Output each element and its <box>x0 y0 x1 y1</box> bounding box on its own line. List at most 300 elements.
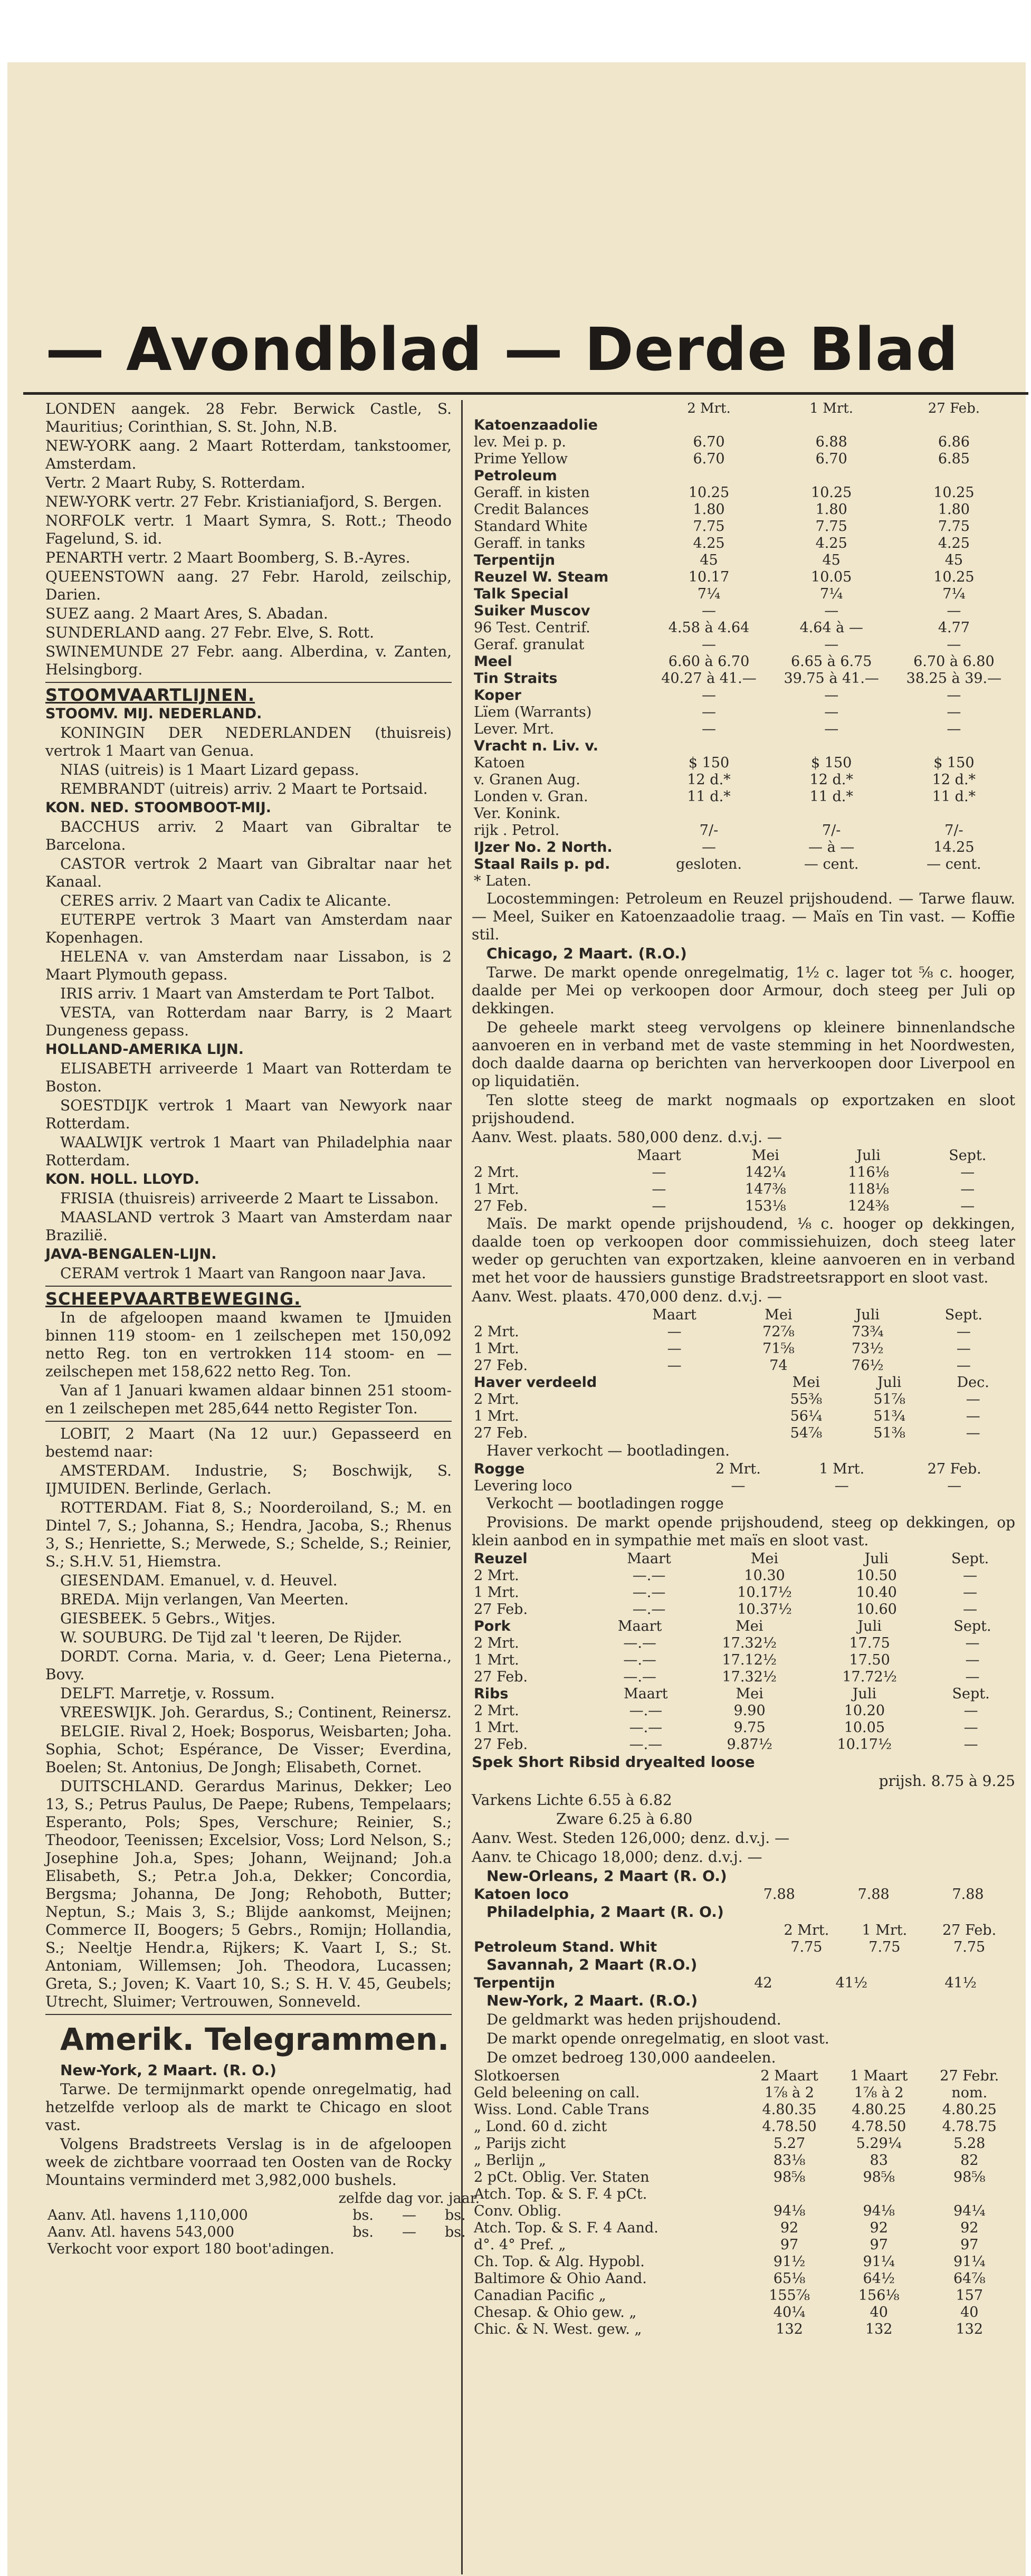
table-cell: Juli <box>857 1618 882 1634</box>
table-cell: — <box>956 1341 971 1357</box>
table-cell: — <box>652 1164 666 1181</box>
stock-table <box>472 2068 1015 2338</box>
table-row <box>472 620 1015 636</box>
paragraph: WAALWIJK vertrok 1 Maart van Philadelphia naar Rotterdam. <box>45 1134 452 1169</box>
table-row <box>472 1391 1015 1408</box>
table-cell: 83⅛ <box>773 2152 806 2169</box>
table-cell: — <box>834 1478 849 1494</box>
table-cell: Geld beleening on call. <box>474 2085 640 2101</box>
table-cell: 132 <box>956 2321 984 2337</box>
table-cell: 45 <box>700 552 718 568</box>
separator <box>45 1421 452 1422</box>
table-row <box>472 755 1015 772</box>
table-cell <box>647 468 770 484</box>
paragraph: IRIS arriv. 1 Maart van Amsterdam te Port Talbot. <box>60 985 435 1002</box>
table-cell: 98⅝ <box>953 2169 986 2185</box>
table-cell <box>893 805 1015 822</box>
table-cell: 27 Feb. <box>474 1736 528 1753</box>
table-cell: Standard White <box>474 518 588 535</box>
reuzel-table <box>472 1551 1015 1618</box>
table-cell: Juli <box>855 1307 880 1323</box>
aanvoer-chicago: Aanv. te Chicago 18,000; denz. d.v.j. — <box>472 1848 762 1866</box>
table-cell: 6.85 <box>938 451 970 467</box>
table-cell: 124⅜ <box>848 1198 889 1214</box>
table-row <box>472 721 1015 738</box>
table-cell: 7¼ <box>697 586 721 602</box>
separator <box>45 1286 452 1287</box>
table-cell: 17.32½ <box>722 1635 777 1651</box>
table-cell: 7¼ <box>942 586 966 602</box>
table-cell: 6.88 <box>815 434 847 450</box>
paragraph: LONDEN aangek. 28 Febr. Berwick Castle, S. Mauritius; Corinthian, S. St. John, N.B. <box>45 400 452 435</box>
table-cell <box>770 805 893 822</box>
table-cell: — <box>963 1567 978 1584</box>
table-cell: 4.25 <box>815 535 847 552</box>
table-cell: — <box>947 1478 962 1494</box>
table-cell: „ Berlijn „ <box>474 2152 546 2169</box>
paragraph: NEW-YORK aang. 2 Maart Rotterdam, tankstoomer, Amsterdam. <box>45 437 452 472</box>
table-cell: 5.29¼ <box>856 2135 902 2152</box>
paragraph: GIESENDAM. Emanuel, v. d. Heuvel. <box>60 1572 338 1589</box>
table-cell: Ch. Top. & Alg. Hypobl. <box>474 2254 645 2270</box>
table-row <box>472 738 1015 755</box>
table-cell: 73½ <box>852 1341 884 1357</box>
table-row <box>472 2085 1015 2102</box>
table-cell: — <box>960 1198 975 1214</box>
table-cell: Baltimore & Ohio Aand. <box>474 2270 647 2287</box>
table-cell: 1 Mrt. <box>819 1461 865 1477</box>
table-cell: — cent. <box>804 856 859 872</box>
table-cell: —.— <box>629 1719 663 1736</box>
khl-news <box>45 1190 452 1244</box>
table-cell: 155⅞ <box>769 2287 810 2304</box>
table-row <box>472 1408 1015 1425</box>
table-row <box>472 2152 1015 2169</box>
table-cell: 4.80.35 <box>762 2102 817 2118</box>
table-cell: — <box>966 1408 980 1424</box>
table-cell: —.— <box>623 1635 656 1651</box>
table-cell: — <box>965 1652 980 1668</box>
paragraph: BELGIE. Rival 2, Hoek; Bosporus, Weisbarten; Joha. Sophia, Schot; Espérance, De Visser; Everdina, Boelen; St. Antonius, De Jongh; Elisabeth, Cornet. <box>45 1723 452 1776</box>
table-cell: 147⅜ <box>744 1181 786 1197</box>
telegram-news <box>45 2080 452 2189</box>
table-row <box>472 1719 1015 1736</box>
table-cell: „ Lond. 60 d. zicht <box>474 2118 607 2135</box>
table-cell: — <box>702 687 716 704</box>
savannah-dateline: Savannah, 2 Maart (R.O.) <box>486 1956 698 1973</box>
table-row <box>472 1686 1015 1703</box>
paragraph: DORDT. Corna. Maria, v. d. Geer; Lena Pieterna., Bovy. <box>45 1648 452 1683</box>
table-cell: 45 <box>944 552 963 568</box>
table-row <box>472 2321 1015 2338</box>
table-cell: 4.78.50 <box>852 2118 906 2135</box>
table-cell: — <box>966 1425 980 1441</box>
table-row <box>472 1461 1015 1478</box>
table-cell: $ 150 <box>811 755 852 771</box>
table-row <box>472 1567 1015 1584</box>
table-cell: 94¼ <box>953 2203 986 2219</box>
left-column <box>45 400 480 2258</box>
stoomvaart-heading: STOOMVAARTLIJNEN. <box>45 685 255 705</box>
table-row <box>472 822 1015 839</box>
table-cell: Rogge <box>474 1461 525 1477</box>
table-cell: 2 pCt. Oblig. Ver. Staten <box>474 2169 650 2185</box>
table-row <box>472 805 1015 822</box>
table-cell <box>893 417 1015 434</box>
table-cell: 10.17 <box>688 569 730 585</box>
table-cell: 92 <box>780 2220 799 2236</box>
table-cell: Mei <box>765 1307 793 1323</box>
paragraph: In de afgeloopen maand kwamen te IJmuiden binnen 119 stoom- en 1 zeilschepen met 150,092 netto Reg. ton en vertrokken 114 stoom- en — zeilschepen met 158,622 netto Reg. Ton. <box>45 1309 452 1380</box>
table-cell: Maart <box>652 1307 696 1323</box>
table-cell: 27 Feb. <box>474 1425 528 1441</box>
table-cell: Verkocht voor export 180 boot'adingen. <box>47 2241 335 2257</box>
table-row <box>472 2304 1015 2321</box>
masthead-rule <box>23 392 1028 395</box>
paragraph: Ten slotte steeg de markt nogmaals op exportzaken en sloot prijshoudend. <box>472 1091 1015 1127</box>
table-cell: — <box>956 1324 971 1340</box>
table-cell: d°. 4° Pref. „ <box>474 2237 566 2253</box>
table-cell: 10.37½ <box>737 1601 792 1618</box>
paragraph: CERAM vertrok 1 Maart van Rangoon naar Java. <box>60 1265 426 1282</box>
table-cell <box>389 2241 428 2258</box>
table-cell: Koper <box>474 687 521 704</box>
table-cell: 10.50 <box>856 1567 897 1584</box>
varkens-zware: Zware 6.25 à 6.80 <box>556 1810 693 1828</box>
table-cell: 4.78.75 <box>942 2118 997 2135</box>
table-cell: Lïem (Warrants) <box>474 704 592 720</box>
table-cell: Atch. Top. & S. F. 4 pCt. <box>474 2186 647 2202</box>
table-row <box>472 873 1015 890</box>
table-cell: 65⅛ <box>773 2270 806 2287</box>
table-cell: 91½ <box>773 2254 806 2270</box>
table-cell: Slotkoersen <box>474 2068 560 2084</box>
table-cell: 2 Mrt. <box>474 1324 519 1340</box>
table-row <box>472 856 1015 873</box>
table-cell <box>472 1307 615 1324</box>
table-row <box>472 552 1015 569</box>
table-cell: bs. <box>352 2224 374 2240</box>
table-row <box>472 2068 1015 2085</box>
table-cell <box>744 2186 834 2203</box>
table-cell: — <box>652 1198 666 1214</box>
table-cell: — <box>702 603 716 619</box>
table-cell: —.— <box>629 1703 663 1719</box>
chicago-dateline: Chicago, 2 Maart. (R.O.) <box>486 945 687 962</box>
table-row <box>472 1669 1015 1686</box>
paragraph: VESTA, van Rotterdam naar Barry, is 2 Maart Dungeness gepass. <box>45 1004 452 1039</box>
table-cell: Vracht n. Liv. v. <box>474 738 599 754</box>
table-row <box>472 1975 1015 1992</box>
table-cell: 6.70 <box>693 451 725 467</box>
table-cell: 142¼ <box>744 1164 786 1181</box>
table-cell: 1 Mrt. <box>809 401 853 416</box>
table-row <box>472 2118 1015 2135</box>
table-cell: Geraf. granulat <box>474 636 585 653</box>
table-row <box>472 2135 1015 2152</box>
pork-table <box>472 1618 1015 1686</box>
table-row <box>472 569 1015 586</box>
table-cell: 64⅞ <box>953 2270 986 2287</box>
table-cell: 91¼ <box>953 2254 986 2270</box>
table-row <box>472 2169 1015 2186</box>
table-cell: 1 Mrt. <box>474 1341 519 1357</box>
paragraph: NEW-YORK vertr. 27 Febr. Kristianiafjord, S. Bergen. <box>45 493 442 510</box>
table-row <box>472 788 1015 805</box>
table-cell: Juli <box>852 1686 877 1702</box>
table-cell <box>770 468 893 484</box>
paragraph: SWINEMUNDE 27 Febr. aang. Alberdina, v. Zanten, Helsingborg. <box>45 643 452 678</box>
scheep-news <box>45 1309 452 1418</box>
table-row <box>472 1703 1015 1719</box>
table-row <box>472 1164 1015 1181</box>
table-row <box>472 535 1015 552</box>
paragraph: SUEZ aang. 2 Maart Ares, S. Abadan. <box>45 605 328 622</box>
table-cell: Terpentijn <box>474 1975 555 1991</box>
chicago-news <box>472 964 1015 1127</box>
table-cell: Credit Balances <box>474 501 589 518</box>
paragraph: De markt opende onregelmatig, en sloot vast. <box>486 2030 829 2047</box>
table-row <box>472 2203 1015 2220</box>
table-cell: 7/- <box>944 822 963 839</box>
table-cell <box>647 805 770 822</box>
table-cell: 1.80 <box>693 501 725 518</box>
paragraph: MAASLAND vertrok 3 Maart van Amsterdam naar Brazilië. <box>45 1209 452 1244</box>
kns-heading: KON. NED. STOOMBOOT-MIJ. <box>45 800 272 816</box>
table-cell: 4.78.50 <box>762 2118 817 2135</box>
table-cell: 51¾ <box>873 1408 905 1424</box>
paragraph: FRISIA (thuisreis) arriveerde 2 Maart te Lissabon. <box>60 1190 439 1207</box>
table-cell: 91¼ <box>863 2254 895 2270</box>
table-cell: 11 d.* <box>687 788 731 805</box>
table-cell: Geraff. in kisten <box>474 484 590 501</box>
paragraph: DUITSCHLAND. Gerardus Marinus, Dekker; Leo 13, S.; Petrus Paulus, De Paepe; Rubens, Tempelaars; Esperanto, Pols; Spes, Verschure; Reinier, S.; Theodoor, Teenissen; Excelsior, Voss; Lord Nelson, S.; Josephine Joh.a, Spes; Johann, Weijnand; Joh.a Elisabeth, S.; Petr.a Joh.a, Dekker; Concordia, Bergsma; Johanna, De Jong; Rehoboth, Butter; Neptun, S.; Mais 3, S.; Blijde aankomst, Meijnen; Commerce II, Boogers; 5 Gebrs., Romijn; Hollandia, S.; Neeltje Hendr.a, Rijkers; K. Vaart I, S.; St. Antoniam, Willemsen; Joh. Theodora, Lucassen; Greta, S.; Joven; K. Vaart 10, S.; S. H. V. 45, Geubels; Utrecht, Sluimer; Vertrouwen, Sonneveld. <box>45 1777 452 2010</box>
table-cell: 12 d.* <box>932 772 976 788</box>
tarwe-aanvoer: Aanv. West. plaats. 580,000 denz. d.v.j. — <box>472 1128 782 1146</box>
paragraph: BACCHUS arriv. 2 Maart van Gibraltar te Barcelona. <box>45 818 452 853</box>
table-cell: 11 d.* <box>932 788 976 805</box>
paragraph: AMSTERDAM. Industrie, S; Boschwijk, S. IJMUIDEN. Berlinde, Gerlach. <box>45 1462 452 1497</box>
table-row <box>472 2287 1015 2304</box>
paragraph: Volgens Bradstreets Verslag is in de afgeloopen week de zichtbare voorraad ten Oosten van de Rocky Mountains verminderd met 3,982,000 bushels. <box>45 2135 452 2189</box>
table-cell: — <box>965 1635 980 1651</box>
table-cell: 38.25 à 39.— <box>906 670 1002 687</box>
table-row <box>472 1922 1015 1939</box>
table-cell: 7.75 <box>953 1939 986 1955</box>
table-cell: 27 Feb. <box>928 401 980 416</box>
table-cell: 2 Mrt. <box>715 1461 761 1477</box>
katoen-table <box>472 1886 1015 1903</box>
paragraph: Vertr. 2 Maart Ruby, S. Rotterdam. <box>45 474 306 491</box>
table-cell: Maart <box>637 1147 681 1164</box>
table-cell: —.— <box>632 1601 666 1618</box>
table-cell: 1⅞ à 2 <box>765 2085 814 2101</box>
table-cell: 1 Maart <box>850 2068 908 2084</box>
table-cell: — <box>702 721 716 737</box>
table-cell: 10.30 <box>744 1567 785 1584</box>
table-cell: Mei <box>736 1618 763 1634</box>
table-cell: — cent. <box>927 856 981 872</box>
table-cell: 98⅝ <box>773 2169 806 2185</box>
table-cell: 7.75 <box>815 518 847 535</box>
table-cell <box>472 1922 767 1939</box>
table-cell: Canadian Pacific „ <box>474 2287 606 2304</box>
table-row <box>472 1425 1015 1442</box>
table-cell: — à — <box>808 839 855 856</box>
table-cell: — <box>963 1719 978 1736</box>
table-row <box>472 1341 1015 1357</box>
spek-price: prijsh. 8.75 à 9.25 <box>879 1772 1015 1790</box>
telegrammen-heading: Amerik. Telegrammen. <box>60 2021 450 2057</box>
table-cell: 17.72½ <box>842 1669 897 1685</box>
table-cell: 7.88 <box>952 1886 984 1903</box>
table-cell: — <box>824 636 839 653</box>
table-row <box>472 1324 1015 1341</box>
table-cell <box>770 873 893 890</box>
table-cell: 9.87½ <box>727 1736 772 1753</box>
table-cell: Maart <box>627 1551 671 1567</box>
table-cell: Chic. & N. West. gew. „ <box>474 2321 642 2337</box>
table-cell: 27 Feb. <box>474 1357 528 1374</box>
table-row <box>472 670 1015 687</box>
table-cell: Mei <box>751 1147 779 1164</box>
table-cell: 4.80.25 <box>942 2102 997 2118</box>
table-row <box>472 603 1015 620</box>
table-cell: 2 Maart <box>760 2068 818 2084</box>
table-cell: bs. <box>444 2224 466 2240</box>
table-row <box>472 1307 1015 1324</box>
paragraph: Tarwe. De termijnmarkt opende onregelmatig, had hetzelfde verloop als de markt te Chicago en sloot vast. <box>45 2080 452 2134</box>
table-cell: 7.75 <box>693 518 725 535</box>
table-cell: — <box>824 704 839 720</box>
paragraph: EUTERPE vertrok 3 Maart van Amsterdam naar Kopenhagen. <box>45 911 452 946</box>
newspaper-page <box>7 62 1026 2576</box>
hal-news <box>45 1060 452 1170</box>
table-row <box>472 2254 1015 2270</box>
table-row <box>472 704 1015 721</box>
paragraph: SOESTDIJK vertrok 1 Maart van Newyork naar Rotterdam. <box>45 1097 452 1132</box>
table-cell: 6.60 à 6.70 <box>668 653 750 670</box>
paragraph: NIAS (uitreis) is 1 Maart Lizard gepass. <box>60 761 359 778</box>
table-cell: 82 <box>960 2152 979 2169</box>
table-cell: 39.75 à 41.— <box>784 670 879 687</box>
table-cell: Reuzel <box>474 1551 528 1567</box>
table-cell: — <box>963 1736 978 1753</box>
table-cell: $ 150 <box>688 755 730 771</box>
table-cell: 6.70 à 6.80 <box>913 653 995 670</box>
table-cell: 55⅜ <box>790 1391 823 1408</box>
table-cell: —.— <box>632 1584 666 1601</box>
table-cell: 4.80.25 <box>852 2102 906 2118</box>
table-row <box>472 1618 1015 1635</box>
table-cell: Sept. <box>953 1618 991 1634</box>
table-cell <box>472 1147 604 1164</box>
separator <box>45 682 452 683</box>
table-cell: nom. <box>951 2085 988 2101</box>
table-row <box>472 1635 1015 1652</box>
table-cell: — <box>667 1357 682 1374</box>
table-cell: Aanv. Atl. havens 1,110,000 <box>47 2207 248 2223</box>
table-cell: 17.75 <box>849 1635 890 1651</box>
table-cell: — <box>960 1164 975 1181</box>
table-cell: 7.88 <box>763 1886 795 1903</box>
table-cell: 40 <box>870 2304 888 2321</box>
table-cell: Juli <box>856 1147 881 1164</box>
table-row <box>472 1551 1015 1567</box>
table-row <box>472 501 1015 518</box>
table-cell: — <box>947 603 961 619</box>
table-cell <box>893 873 1015 890</box>
table-cell: Ver. Konink. <box>474 805 561 822</box>
ribs-table <box>472 1686 1015 1753</box>
table-cell: Juli <box>864 1551 889 1567</box>
table-cell: IJzer No. 2 North. <box>474 839 613 856</box>
paragraph: CERES arriv. 2 Maart van Cadix te Alicante. <box>60 892 392 909</box>
paragraph: PENARTH vertr. 2 Maart Boomberg, S. B.-Ayres. <box>45 549 411 566</box>
table-row <box>472 468 1015 484</box>
table-cell: 17.12½ <box>722 1652 777 1668</box>
table-row <box>472 1374 1015 1391</box>
table-cell: bs. <box>352 2207 374 2223</box>
table-row <box>472 451 1015 468</box>
masthead: — Avondblad — Derde Blad <box>45 316 959 384</box>
aanvoer-west: Aanv. West. Steden 126,000; denz. d.v.j. — <box>472 1829 790 1847</box>
table-cell: 157 <box>956 2287 984 2304</box>
paragraph: Tarwe. De markt opende onregelmatig, 1½ c. lager tot ⅝ c. hooger, daalde per Mei op verkoopen door Armour, doch steeg per Juli op dekkingen. <box>472 964 1015 1017</box>
table-cell: — <box>963 1601 978 1618</box>
table-cell: — <box>702 704 716 720</box>
table-cell: 2 Mrt. <box>784 1922 829 1938</box>
table-cell: 5.27 <box>774 2135 806 2152</box>
paragraph: KONINGIN DER NEDERLANDEN (thuisreis) vertrok 1 Maart van Genua. <box>45 724 452 759</box>
table-cell: 73¾ <box>852 1324 884 1340</box>
table-cell: 10.17½ <box>737 1584 792 1601</box>
table-cell <box>337 2241 390 2258</box>
table-cell: Katoenzaadolie <box>474 417 598 433</box>
scheep-heading: SCHEEPVAARTBEWEGING. <box>45 1289 301 1309</box>
table-cell: 27 Feb. <box>474 1669 528 1685</box>
paragraph: LOBIT, 2 Maart (Na 12 uur.) Gepasseerd en bestemd naar: <box>45 1425 452 1460</box>
table-row <box>45 2224 482 2241</box>
table-cell: 14.25 <box>933 839 975 856</box>
table-row <box>472 1939 1015 1956</box>
new-york-dateline: New-York, 2 Maart. (R.O.) <box>486 1992 698 2009</box>
table-cell: 27 Feb. <box>942 1922 997 1938</box>
table-cell: 45 <box>822 552 841 568</box>
table-cell: 132 <box>776 2321 803 2337</box>
table-row <box>472 1147 1015 1164</box>
table-cell: Maart <box>617 1618 662 1634</box>
table-cell: 7¼ <box>820 586 843 602</box>
table-cell: Atch. Top. & S. F. 4 Aand. <box>474 2220 658 2236</box>
paragraph: De geldmarkt was heden prijshoudend. <box>486 2011 781 2028</box>
table-cell: Mei <box>750 1551 779 1567</box>
jbl-heading: JAVA-BENGALEN-LIJN. <box>45 1246 217 1262</box>
table-cell: — <box>947 687 961 704</box>
table-cell: 42 <box>754 1975 772 1991</box>
locost-text: Locostemmingen: Petroleum en Reuzel prijshoudend. — Tarwe flauw. — Meel, Suiker en Katoenzaadolie traag. — Maïs en Tin vast. — Koffie stil. <box>472 890 1015 943</box>
table-cell: 27 Febr. <box>940 2068 999 2084</box>
table-row <box>472 2102 1015 2118</box>
table-cell: 2 Mrt. <box>474 1164 519 1181</box>
table-cell: 7.75 <box>790 1939 823 1955</box>
table-cell: 94⅛ <box>773 2203 806 2219</box>
table-cell: 2 Mrt. <box>474 1703 519 1719</box>
table-cell: 10.25 <box>933 484 975 501</box>
right-column <box>472 400 1015 2338</box>
petroleum-table <box>472 1922 1015 1956</box>
table-cell: 72⅞ <box>762 1324 795 1340</box>
